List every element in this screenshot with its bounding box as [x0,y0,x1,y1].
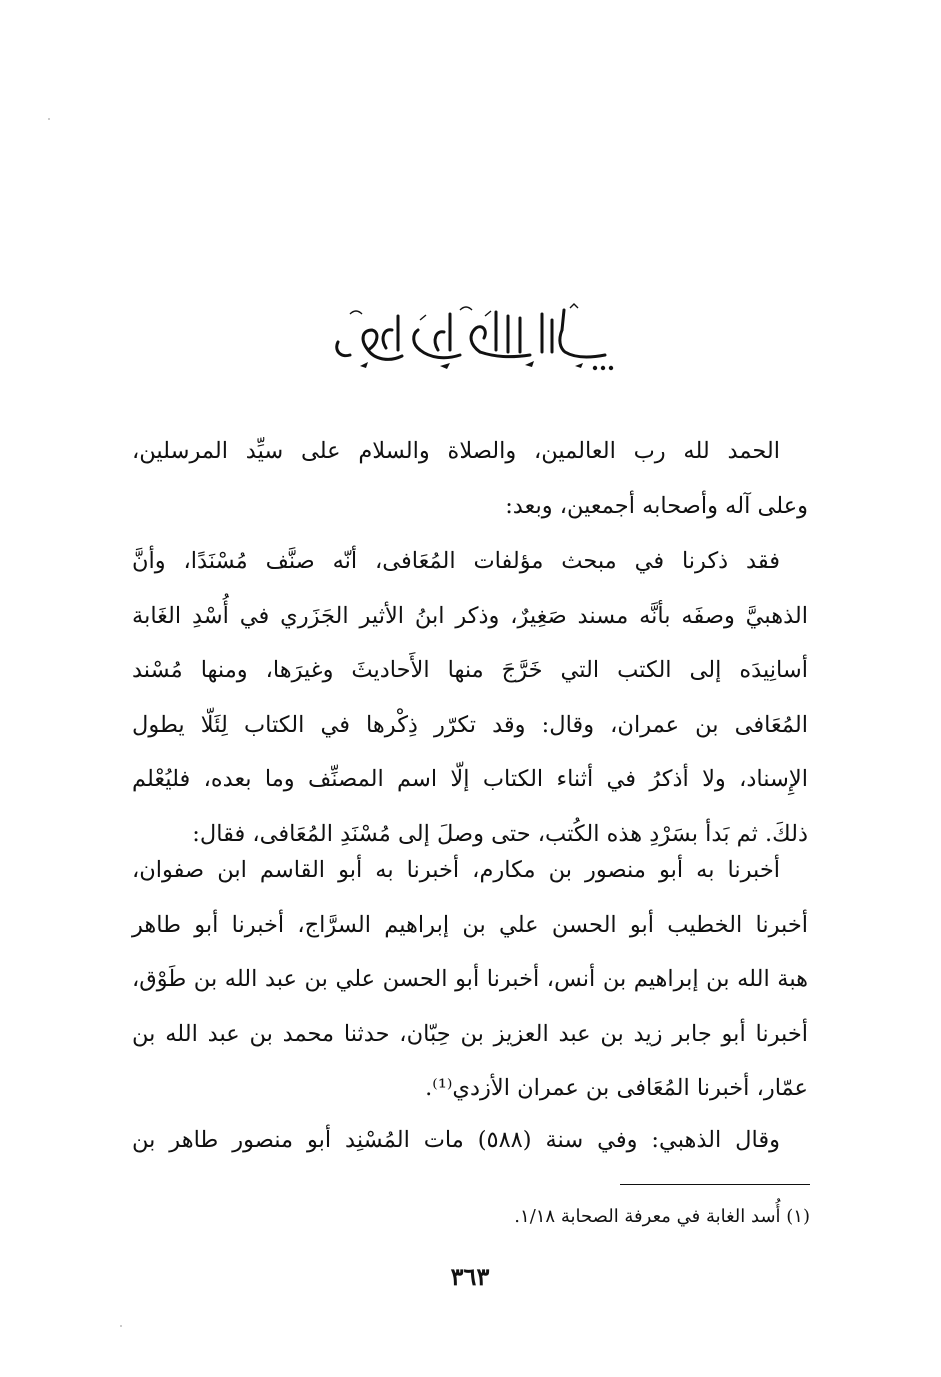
scan-speck [120,1325,122,1327]
text-line: وقال الذهبي: وفي سنة (٥٨٨) مات المُسْنِد أبو منصور طاهر بن [132,1127,780,1153]
text-line: المُعَافى بن عمران، وقال: وقد تكرّر ذِكْرها في الكتاب لِئَلّا يطول [132,711,808,738]
paragraph-intro [132,424,808,533]
basmala-calligraphy-art [320,300,620,375]
paragraph-dhahabi [132,1113,808,1168]
text-line: الإِسناد، ولا أذكرُ في أثناء الكتاب إلّا اسم المصنِّف وما بعده، فليُعْلم [132,766,808,792]
text-line: وعلى آله وأصحابه أجمعين، وبعد: [505,492,808,519]
text-line: عمّار، أخبرنا المُعَافى بن عمران الأزدي⁽¹⁾. [425,1075,808,1101]
paragraph-isnad [132,843,808,1116]
text-line: أخبرنا الخطيب أبو الحسن علي بن إبراهيم السرَّاج، أخبرنا أبو طاهر [132,911,808,938]
footnote-divider [620,1184,810,1185]
text-line: الحمد لله رب العالمين، والصلاة والسلام على سيِّد المرسلين، [132,438,780,464]
basmala-calligraphy [320,300,620,375]
text-line: أخبرنا به أبو منصور بن مكارم، أخبرنا به أبو القاسم ابن صفوان، [132,857,780,883]
text-line: الذهبيَّ وصفَه بأنَّه مسند صَغِيرٌ، وذكر ابنُ الأثير الجَزَري في أُسْدِ الغَابة [132,602,808,629]
text-line: أسانِيدَه إلى الكتب التي خَرَّجَ منها الأَحاديثَ وغيرَها، ومنها مُسْند [132,657,808,683]
page-number: ٣٦٣ [450,1262,490,1291]
scan-speck [48,118,50,120]
paragraph-musnad [132,534,808,861]
footnote: (١) أُسد الغابة في معرفة الصحابة ١/١٨. [514,1206,810,1227]
text-line: ذلكَ. ثم بَدأ بسَرْدِ هذه الكُتب، حتى وصلَ إلى مُسْنَدِ المُعَافى، فقال: [192,820,808,847]
text-line: أخبرنا أبو جابر زيد بن عبد العزيز بن حِبّان، حدثنا محمد بن عبد الله بن [132,1020,808,1047]
text-line: هبة الله بن إبراهيم بن أنس، أخبرنا أبو الحسن علي بن عبد الله بن طَوْق، [132,966,808,992]
text-line: فقد ذكرنا في مبحث مؤلفات المُعَافى، أنّه صنَّف مُسْنَدًا، وأنَّ [132,548,780,574]
